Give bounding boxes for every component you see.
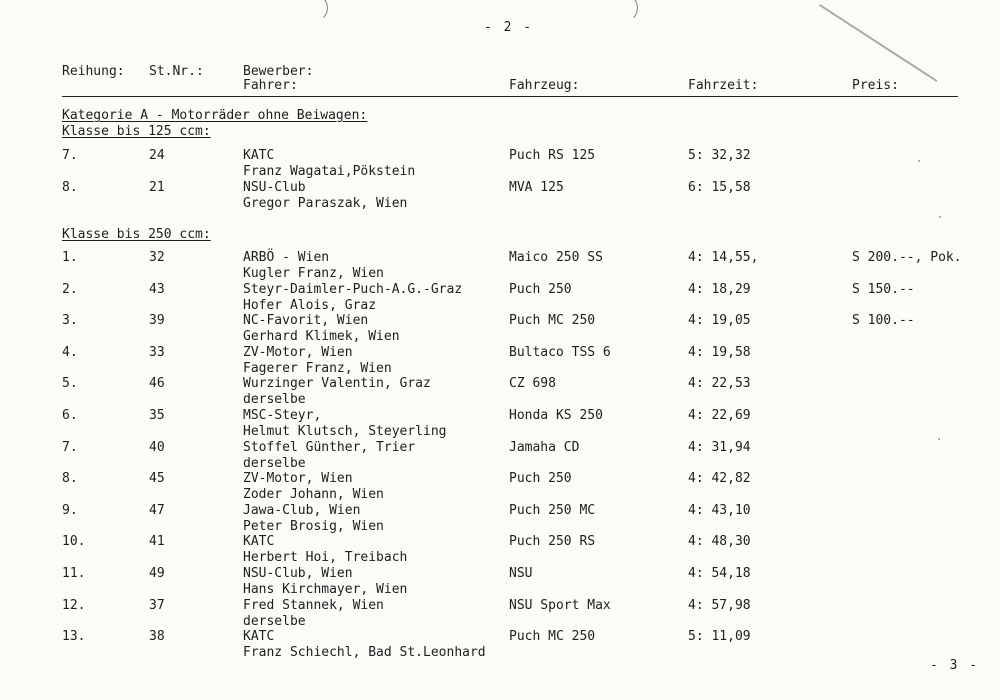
time-cell: 4: 19,58 bbox=[688, 344, 751, 360]
start-no-cell: 46 bbox=[149, 376, 165, 392]
vehicle-cell: Puch 250 bbox=[509, 471, 572, 487]
rank-cell: 6. bbox=[62, 408, 78, 423]
next-page-number: - 3 - bbox=[930, 658, 980, 673]
page-number: - 2 - bbox=[484, 20, 534, 35]
vehicle-cell: Bultaco TSS 6 bbox=[509, 344, 611, 360]
speck bbox=[939, 216, 941, 218]
vehicle-cell: MVA 125 bbox=[509, 179, 564, 195]
vehicle-cell: Puch 250 RS bbox=[509, 534, 596, 550]
vehicle-cell: Honda KS 250 bbox=[509, 408, 603, 423]
vehicle-cell: NSU Sport Max bbox=[509, 597, 611, 613]
entrant-cell: Steyr-Daimler-Puch-A.G.-Graz bbox=[243, 281, 463, 297]
entrant-cell: KATC bbox=[243, 534, 275, 550]
rider-cell: Franz Schiechl, Bad St.Leonhard bbox=[243, 645, 486, 661]
rank-cell: 13. bbox=[62, 629, 86, 645]
entrant-cell: Stoffel Günther, Trier bbox=[243, 439, 416, 455]
start-no-cell: 32 bbox=[149, 250, 165, 265]
entrant-cell: Fred Stannek, Wien bbox=[243, 597, 384, 613]
rider-cell: Hans Kirchmayer, Wien bbox=[243, 582, 408, 597]
rider-cell: Zoder Johann, Wien bbox=[243, 487, 384, 503]
entrant-cell: MSC-Steyr, bbox=[243, 408, 322, 423]
entrant-cell: NSU-Club, Wien bbox=[243, 566, 353, 581]
start-no-cell: 49 bbox=[149, 566, 165, 581]
entrant-cell: NC-Favorit, Wien bbox=[243, 313, 369, 329]
time-cell: 6: 15,58 bbox=[688, 179, 751, 195]
header-divider bbox=[62, 96, 958, 97]
rank-cell: 9. bbox=[62, 502, 78, 518]
rider-cell: Gregor Paraszak, Wien bbox=[243, 195, 408, 211]
start-no-cell: 21 bbox=[149, 179, 165, 195]
vehicle-cell: Jamaha CD bbox=[509, 439, 580, 455]
start-no-cell: 33 bbox=[149, 344, 165, 360]
start-no-cell: 47 bbox=[149, 502, 165, 518]
prize-cell: S 100.-- bbox=[852, 313, 915, 329]
time-cell: 4: 43,10 bbox=[688, 502, 751, 518]
punch-hole-mark bbox=[610, 0, 638, 22]
start-no-cell: 41 bbox=[149, 534, 165, 550]
header-time: Fahrzeit: bbox=[688, 78, 759, 93]
rank-cell: 4. bbox=[62, 344, 78, 360]
rank-cell: 8. bbox=[62, 471, 78, 487]
rider-cell: Gerhard Klimek, Wien bbox=[243, 329, 400, 345]
time-cell: 4: 48,30 bbox=[688, 534, 751, 550]
start-no-cell: 37 bbox=[149, 597, 165, 613]
rank-cell: 5. bbox=[62, 376, 78, 392]
time-cell: 5: 32,32 bbox=[688, 148, 751, 163]
vehicle-cell: Puch 250 MC bbox=[509, 502, 596, 518]
category-heading: Kategorie A - Motorräder ohne Beiwagen: bbox=[62, 108, 368, 123]
rider-cell: derselbe bbox=[243, 392, 306, 408]
rank-cell: 12. bbox=[62, 597, 86, 613]
time-cell: 4: 14,55, bbox=[688, 250, 759, 265]
rank-cell: 7. bbox=[62, 439, 78, 455]
entrant-cell: KATC bbox=[243, 148, 275, 163]
vehicle-cell: Puch 250 bbox=[509, 281, 572, 297]
rider-cell: Peter Brosig, Wien bbox=[243, 518, 384, 534]
header-rank: Reihung: bbox=[62, 64, 125, 79]
rider-cell: derselbe bbox=[243, 613, 306, 629]
entrant-cell: KATC bbox=[243, 629, 275, 645]
time-cell: 4: 42,82 bbox=[688, 471, 751, 487]
header-vehicle: Fahrzeug: bbox=[509, 78, 580, 93]
entrant-cell: ZV-Motor, Wien bbox=[243, 344, 353, 360]
entrant-cell: NSU-Club bbox=[243, 179, 306, 195]
vehicle-cell: NSU bbox=[509, 566, 533, 581]
time-cell: 4: 18,29 bbox=[688, 281, 751, 297]
punch-hole-mark bbox=[300, 0, 328, 22]
header-entrant: Bewerber: bbox=[243, 64, 314, 79]
prize-cell: S 150.-- bbox=[852, 281, 915, 297]
entrant-cell: ARBÖ - Wien bbox=[243, 250, 330, 265]
entrant-cell: Jawa-Club, Wien bbox=[243, 502, 361, 518]
start-no-cell: 40 bbox=[149, 439, 165, 455]
start-no-cell: 38 bbox=[149, 629, 165, 645]
time-cell: 5: 11,09 bbox=[688, 629, 751, 645]
time-cell: 4: 54,18 bbox=[688, 566, 751, 581]
rider-cell: Fagerer Franz, Wien bbox=[243, 360, 392, 376]
rank-cell: 1. bbox=[62, 250, 78, 265]
time-cell: 4: 22,53 bbox=[688, 376, 751, 392]
paper-fold-mark bbox=[819, 4, 938, 82]
vehicle-cell: CZ 698 bbox=[509, 376, 556, 392]
vehicle-cell: Puch MC 250 bbox=[509, 629, 596, 645]
time-cell: 4: 22,69 bbox=[688, 408, 751, 423]
vehicle-cell: Maico 250 SS bbox=[509, 250, 603, 265]
rider-cell: Hofer Alois, Graz bbox=[243, 297, 377, 313]
rider-cell: derselbe bbox=[243, 455, 306, 471]
speck bbox=[938, 438, 940, 440]
class-125-heading: Klasse bis 125 ccm: bbox=[62, 124, 211, 139]
start-no-cell: 43 bbox=[149, 281, 165, 297]
header-start-no: St.Nr.: bbox=[149, 64, 204, 79]
time-cell: 4: 19,05 bbox=[688, 313, 751, 329]
time-cell: 4: 31,94 bbox=[688, 439, 751, 455]
vehicle-cell: Puch RS 125 bbox=[509, 148, 596, 163]
rider-cell: Helmut Klutsch, Steyerling bbox=[243, 424, 447, 439]
rider-cell: Franz Wagatai,Pökstein bbox=[243, 164, 416, 179]
start-no-cell: 35 bbox=[149, 408, 165, 423]
header-rider: Fahrer: bbox=[243, 78, 298, 93]
entrant-cell: Wurzinger Valentin, Graz bbox=[243, 376, 431, 392]
rank-cell: 10. bbox=[62, 534, 86, 550]
start-no-cell: 45 bbox=[149, 471, 165, 487]
speck bbox=[918, 160, 920, 162]
rank-cell: 2. bbox=[62, 281, 78, 297]
entrant-cell: ZV-Motor, Wien bbox=[243, 471, 353, 487]
rank-cell: 7. bbox=[62, 148, 78, 163]
rank-cell: 8. bbox=[62, 179, 78, 195]
rank-cell: 3. bbox=[62, 313, 78, 329]
time-cell: 4: 57,98 bbox=[688, 597, 751, 613]
class-250-heading: Klasse bis 250 ccm: bbox=[62, 227, 211, 242]
prize-cell: S 200.--, Pok. bbox=[852, 250, 962, 265]
rider-cell: Herbert Hoi, Treibach bbox=[243, 550, 408, 566]
start-no-cell: 24 bbox=[149, 148, 165, 163]
vehicle-cell: Puch MC 250 bbox=[509, 313, 596, 329]
start-no-cell: 39 bbox=[149, 313, 165, 329]
rider-cell: Kugler Franz, Wien bbox=[243, 266, 384, 281]
header-prize: Preis: bbox=[852, 78, 899, 93]
rank-cell: 11. bbox=[62, 566, 86, 581]
